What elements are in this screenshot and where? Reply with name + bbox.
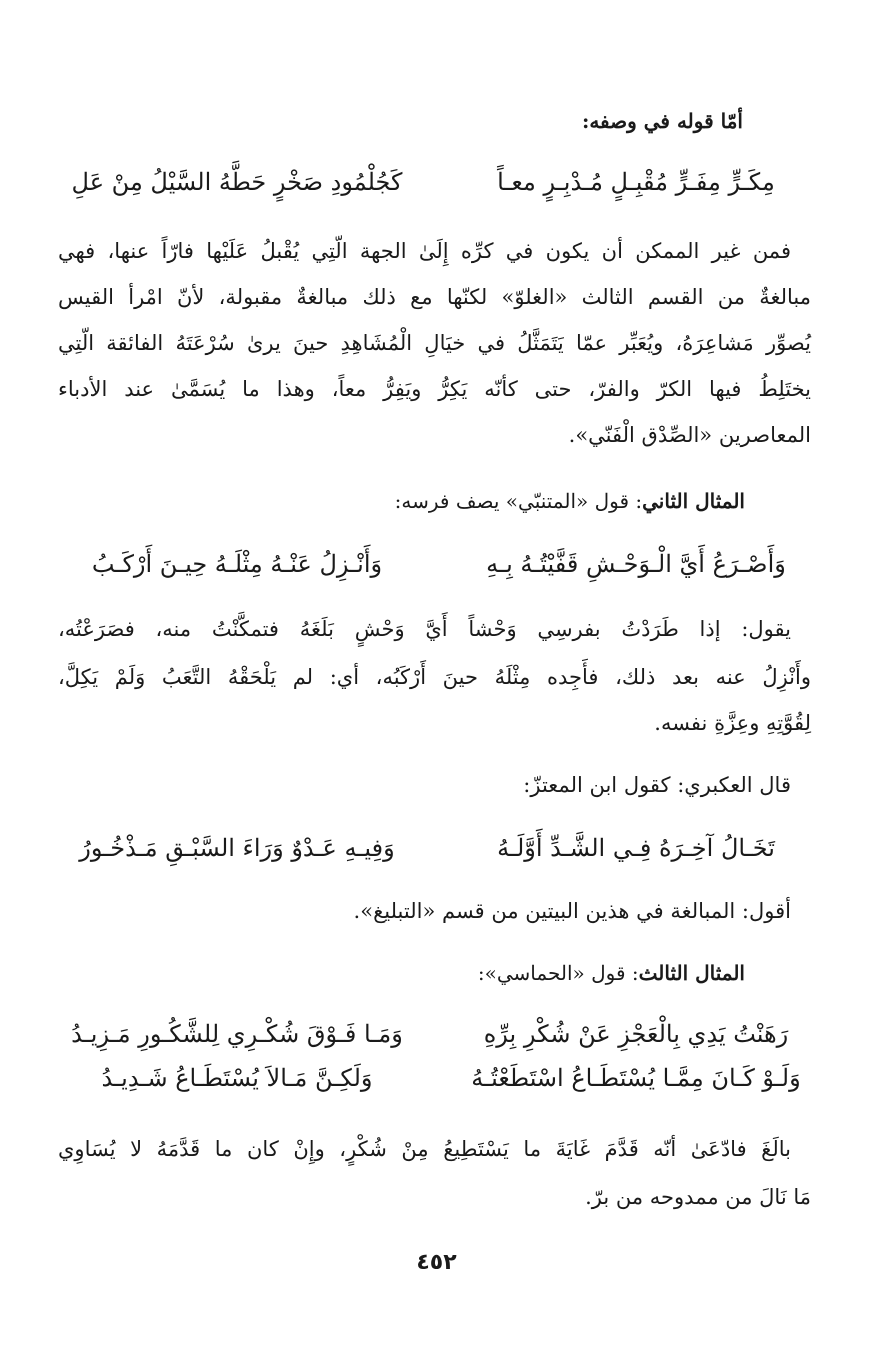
section1-prose-line: فمن غير الممكن أن يكون في كرِّه إِلَىٰ الجهة الّتِي يُقْبلُ عَلَيْها فارّاً عنها، فهي xyxy=(58,239,791,263)
verse-3 xyxy=(52,826,821,870)
section2-heading-rest: : قول «المتنبّي» يصف فرسه: xyxy=(394,489,643,513)
verse-2-second-hemistich: وَأَنْـزِلُ عَنْـهُ مِثْلَـهُ حِيـنَ أَرْكَـبُ xyxy=(91,550,383,578)
section2-comment: أقول: المبالغة في هذين البيتين من قسم «التبليغ». xyxy=(353,899,791,923)
verse-4-first-hemistich: رَهَنْتُ يَدِي بِالْعَجْزِ عَنْ شُكْرِ بِرِّهِ xyxy=(483,1020,789,1048)
verse-1-first-hemistich: مِكَـرٍّ مِفَـرٍّ مُقْبِـلٍ مُـدْبِـرٍ معـاً xyxy=(497,168,775,196)
section3-prose-line: مَا نَالَ من ممدوحه من برّ. xyxy=(585,1185,811,1209)
section1-prose-line: مبالغةٌ من القسم الثالث «الغلوّ» لكنّها مع ذلك مبالغةٌ مقبولة، لأنّ امْرأ القيس xyxy=(58,285,811,309)
section2-prose-line: لِقُوَّتِهِ وعِزَّةِ نفسه. xyxy=(654,711,811,735)
verse-4 xyxy=(52,1012,821,1056)
section1-prose-line: المعاصرين «الصِّدْق الْفَنّي». xyxy=(568,423,811,447)
page-number: ٤٥٢ xyxy=(416,1250,457,1275)
quote-intro: قال العكبري: كقول ابن المعتزّ: xyxy=(523,773,791,797)
verse-5-first-hemistich: وَلَـوْ كَـانَ مِمَّـا يُسْتَطَـاعُ اسْتَطَعْتُـهُ xyxy=(471,1064,801,1092)
verse-4-second-hemistich: وَمَـا فَـوْقَ شُكْـرِي لِلشَّكُـورِ مَـزِيـدُ xyxy=(71,1020,403,1048)
section3-heading xyxy=(58,958,745,988)
verse-5-second-hemistich: وَلَكِـنَّ مَـالاَ يُسْتَطَـاعُ شَـدِيـدُ xyxy=(101,1064,373,1092)
verse-1-second-hemistich: كَجُلْمُودِ صَخْرٍ حَطَّهُ السَّيْلُ مِنْ عَلِ xyxy=(71,168,403,196)
section2-heading xyxy=(58,486,745,516)
section1-prose-line: يُصوِّر مَشاعِرَهُ، ويُعَبِّر عمّا يَتَمَثَّلُ في خيَالِ الْمُشَاهِدِ حينَ يرىٰ سُرْعَتَهُ الفائقة الّتِي xyxy=(58,331,811,355)
section2-label: المثال الثاني xyxy=(642,489,745,513)
section2-prose-line: وأَنْزِلُ عنه بعد ذلك، فأَجِده مِثْلَهُ حينَ أَرْكَبُه، أي: لم يَلْحَقْهُ التَّعَبُ وَلَمْ يَكِلَّ، xyxy=(58,665,811,689)
section1-prose-line: يختَلِطُ فيها الكرّ والفرّ، حتى كأنّه يَكِرُّ ويَفِرُّ معاً، وهذا ما يُسَمَّىٰ عند الأدباء xyxy=(58,377,811,401)
verse-2-first-hemistich: وَأَصْـرَعُ أَيَّ الْـوَحْـشِ قَفَّيْتُـهُ بِـهِ xyxy=(486,550,786,578)
verse-1 xyxy=(52,160,821,204)
section3-prose-line: بالَغَ فادّعَىٰ أنّه قَدَّمَ غَايَةَ ما يَسْتَطِيعُ مِنْ شُكْرٍ، وإِنْ كان ما قَدَّمَهُ لا يُسَاوِي xyxy=(58,1137,791,1161)
section1-intro: أمّا قوله في وصفه: xyxy=(581,109,743,133)
verse-2 xyxy=(52,542,821,586)
section3-heading-rest: : قول «الحماسي»: xyxy=(477,961,639,985)
verse-5 xyxy=(52,1056,821,1100)
section3-label: المثال الثالث xyxy=(638,961,745,985)
section2-prose-line: يقول: إذا طَرَدْتُ بفرسِي وَحْشاً أَيَّ وَحْشٍ بَلَغَهُ فتمكَّنْتُ منه، فصَرَعْتُه، xyxy=(58,617,791,641)
verse-3-second-hemistich: وَفِيـهِ عَـدْوٌ وَرَاءَ السَّبْـقِ مَـذْخُـورُ xyxy=(79,834,395,862)
verse-3-first-hemistich: تَخَـالُ آخِـرَهُ فِـي الشَّـدِّ أَوَّلَـهُ xyxy=(497,834,775,862)
